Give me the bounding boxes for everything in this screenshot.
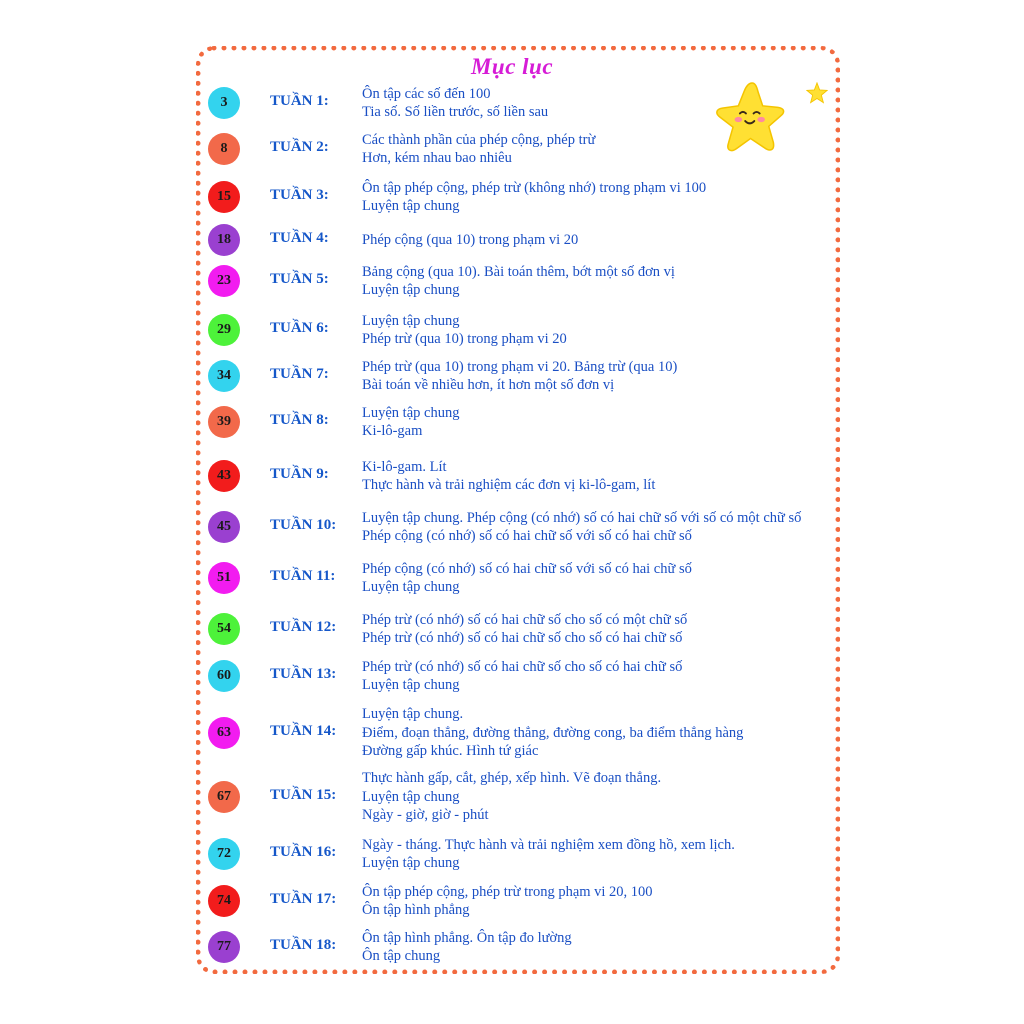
lesson-title: Luyện tập chung bbox=[362, 198, 460, 214]
lesson-list bbox=[362, 769, 832, 825]
lesson-title: Luyện tập chung. Phép cộng (có nhớ) số có hai chữ số với số có một chữ số bbox=[362, 509, 802, 526]
lesson-list bbox=[362, 836, 832, 873]
page-number-badge: 60 bbox=[208, 660, 240, 692]
lesson-title: Bài toán về nhiều hơn, ít hơn một số đơn vị bbox=[362, 377, 615, 393]
lesson-list bbox=[362, 312, 832, 349]
lesson-title: Phép trừ (qua 10) trong phạm vi 20. Bảng trừ (qua 10) bbox=[362, 358, 678, 375]
lesson-title: Phép trừ (có nhớ) số có hai chữ số cho số có hai chữ số bbox=[362, 658, 683, 675]
week-label: TUẦN 17: bbox=[270, 891, 337, 907]
lesson-list bbox=[362, 131, 832, 168]
lesson-list bbox=[362, 929, 832, 966]
page-number-badge: 39 bbox=[208, 406, 240, 438]
week-label: TUẦN 6: bbox=[270, 320, 329, 336]
lesson-title: Ôn tập hình phẳng bbox=[362, 902, 470, 918]
week-label: TUẦN 7: bbox=[270, 366, 329, 382]
lesson-title: Ôn tập chung bbox=[362, 948, 441, 964]
lesson-list bbox=[362, 705, 832, 761]
week-label: TUẦN 16: bbox=[270, 844, 337, 860]
page-number-badge: 3 bbox=[208, 87, 240, 119]
lesson-title: Ôn tập các số đến 100 bbox=[362, 85, 491, 102]
lesson-list bbox=[362, 560, 832, 597]
lesson-title: Luyện tập chung bbox=[362, 855, 460, 871]
lesson-list bbox=[362, 231, 832, 250]
lesson-title: Luyện tập chung bbox=[362, 282, 460, 298]
lesson-title: Phép trừ (có nhớ) số có hai chữ số cho số có hai chữ số bbox=[362, 630, 683, 646]
lesson-title: Thực hành gấp, cắt, ghép, xếp hình. Vẽ đoạn thẳng. bbox=[362, 770, 662, 787]
lesson-title: Ki-lô-gam bbox=[362, 423, 423, 439]
page-number-badge: 29 bbox=[208, 314, 240, 346]
page-number-badge: 63 bbox=[208, 717, 240, 749]
week-label: TUẦN 12: bbox=[270, 619, 337, 635]
lesson-title: Bảng cộng (qua 10). Bài toán thêm, bớt một số đơn vị bbox=[362, 263, 675, 280]
lesson-title: Ki-lô-gam. Lít bbox=[362, 458, 447, 475]
week-label: TUẦN 11: bbox=[270, 568, 336, 584]
lesson-title: Luyện tập chung bbox=[362, 677, 460, 693]
lesson-title: Luyện tập chung bbox=[362, 788, 460, 805]
lesson-title: Ôn tập phép cộng, phép trừ (không nhớ) trong phạm vi 100 bbox=[362, 179, 707, 196]
page-number-badge: 45 bbox=[208, 511, 240, 543]
page-number-badge: 51 bbox=[208, 562, 240, 594]
lesson-title: Ngày - tháng. Thực hành và trải nghiệm xem đồng hồ, xem lịch. bbox=[362, 836, 735, 853]
lesson-title: Phép trừ (có nhớ) số có hai chữ số cho số có một chữ số bbox=[362, 611, 688, 628]
lesson-title: Luyện tập chung bbox=[362, 312, 460, 329]
lesson-list bbox=[362, 179, 832, 216]
lesson-list bbox=[362, 509, 832, 546]
lesson-list bbox=[362, 85, 832, 122]
lesson-title: Luyện tập chung. bbox=[362, 706, 464, 723]
page-title: Mục lục bbox=[470, 54, 554, 79]
lesson-list bbox=[362, 458, 832, 495]
lesson-list bbox=[362, 883, 832, 920]
lesson-title: Phép trừ (qua 10) trong phạm vi 20 bbox=[362, 331, 567, 347]
lesson-title: Ngày - giờ, giờ - phút bbox=[362, 807, 489, 824]
week-label: TUẦN 9: bbox=[270, 466, 329, 482]
page-number-badge: 43 bbox=[208, 460, 240, 492]
week-label: TUẦN 14: bbox=[270, 723, 337, 739]
lesson-list bbox=[362, 263, 832, 300]
lesson-list bbox=[362, 658, 832, 695]
page-number-badge: 74 bbox=[208, 885, 240, 917]
week-label: TUẦN 4: bbox=[270, 230, 329, 246]
page-number-badge: 23 bbox=[208, 265, 240, 297]
week-label: TUẦN 1: bbox=[270, 93, 329, 109]
week-label: TUẦN 5: bbox=[270, 271, 329, 287]
lesson-title: Ôn tập hình phẳng. Ôn tập đo lường bbox=[362, 929, 572, 946]
week-label: TUẦN 3: bbox=[270, 187, 329, 203]
lesson-title: Đường gấp khúc. Hình tứ giác bbox=[362, 743, 539, 760]
week-label: TUẦN 2: bbox=[270, 139, 329, 155]
lesson-title: Luyện tập chung bbox=[362, 579, 460, 595]
lesson-title: Tia số. Số liền trước, số liền sau bbox=[362, 104, 549, 120]
week-label: TUẦN 13: bbox=[270, 666, 337, 682]
page-number-badge: 77 bbox=[208, 931, 240, 963]
lesson-title: Các thành phần của phép cộng, phép trừ bbox=[362, 131, 596, 148]
lesson-title: Thực hành và trải nghiệm các đơn vị ki-lô-gam, lít bbox=[362, 477, 656, 493]
lesson-title: Phép cộng (có nhớ) số có hai chữ số với số có hai chữ số bbox=[362, 560, 692, 577]
page-number-badge: 72 bbox=[208, 838, 240, 870]
lesson-title: Phép cộng (có nhớ) số có hai chữ số với số có hai chữ số bbox=[362, 528, 692, 544]
lesson-title: Phép cộng (qua 10) trong phạm vi 20 bbox=[362, 231, 579, 248]
week-label: TUẦN 18: bbox=[270, 937, 337, 953]
week-label: TUẦN 8: bbox=[270, 412, 329, 428]
page-number-badge: 15 bbox=[208, 181, 240, 213]
week-label: TUẦN 15: bbox=[270, 787, 337, 803]
week-label: TUẦN 10: bbox=[270, 517, 337, 533]
lesson-list bbox=[362, 358, 832, 395]
page-number-badge: 8 bbox=[208, 133, 240, 165]
lesson-list bbox=[362, 611, 832, 648]
lesson-list bbox=[362, 404, 832, 441]
page-number-badge: 18 bbox=[208, 224, 240, 256]
page-number-badge: 54 bbox=[208, 613, 240, 645]
lesson-title: Luyện tập chung bbox=[362, 404, 460, 421]
lesson-title: Điểm, đoạn thẳng, đường thẳng, đường cong, ba điểm thẳng hàng bbox=[362, 724, 744, 741]
lesson-title: Ôn tập phép cộng, phép trừ trong phạm vi 20, 100 bbox=[362, 883, 653, 900]
lesson-title: Hơn, kém nhau bao nhiêu bbox=[362, 150, 512, 166]
page-number-badge: 67 bbox=[208, 781, 240, 813]
page-number-badge: 34 bbox=[208, 360, 240, 392]
